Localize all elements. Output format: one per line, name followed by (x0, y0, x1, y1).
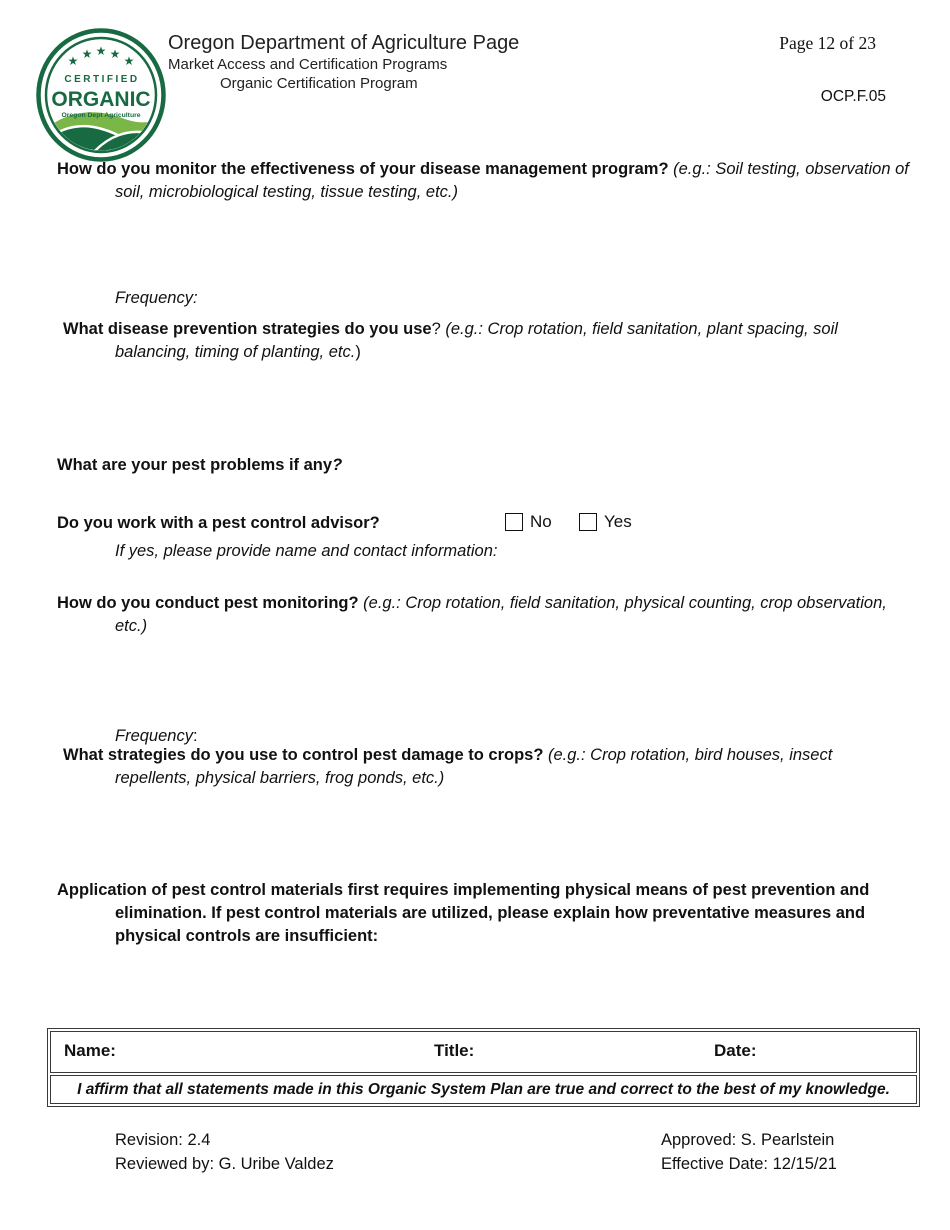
seal-organic-text: ORGANIC (51, 88, 151, 111)
question-example-text: (e.g.: Crop rotation, bird houses, insect repellents, physical barriers, frog ponds, etc.) (115, 746, 833, 787)
name-field-label: Name: (64, 1041, 116, 1060)
closing-paren: ) (355, 343, 361, 361)
advisor-no-option (505, 512, 552, 532)
question-pest-damage-strategies (0, 744, 912, 790)
frequency-word: Frequency (115, 727, 193, 745)
question-pest-monitoring (0, 592, 912, 638)
frequency-label-1: Frequency: (115, 289, 198, 307)
signature-table (47, 1028, 920, 1107)
footer-revision-block (115, 1128, 334, 1176)
affirmation-statement: I affirm that all statements made in this Organic System Plan are true and correct to the best of my knowledge. (50, 1075, 917, 1104)
question-disease-prevention (0, 318, 912, 364)
star-icon: ★ (95, 44, 107, 58)
date-field-label: Date: (714, 1041, 757, 1060)
seal-certified-text: CERTIFIED (64, 74, 140, 85)
header-subtitle-1: Market Access and Certification Programs (168, 56, 448, 73)
yes-checkbox-label: Yes (604, 512, 632, 531)
question-mark: ? (332, 456, 343, 474)
question-text: Do you work with a pest control advisor? (57, 514, 380, 532)
header-text-block (168, 31, 519, 93)
advisor-if-yes-instruction: If yes, please provide name and contact information: (115, 542, 498, 560)
seal-tagline-text: Oregon Dept Agriculture (61, 112, 141, 119)
question-example-text: (e.g.: Soil testing, observation of soil, microbiological testing, tissue testing, etc.) (115, 160, 909, 201)
star-icon: ★ (109, 47, 121, 61)
question-text: How do you conduct pest monitoring? (57, 594, 359, 612)
approved-text: Approved: S. Pearlstein (661, 1131, 835, 1149)
advisor-yes-option (579, 512, 632, 532)
revision-text: Revision: 2.4 (115, 1131, 211, 1149)
star-icon: ★ (81, 47, 93, 61)
footer-approval-block (661, 1128, 837, 1176)
reviewed-by-text: Reviewed by: G. Uribe Valdez (115, 1155, 334, 1173)
title-field-label: Title: (434, 1041, 475, 1060)
question-example-text: (e.g.: Crop rotation, field sanitation, physical counting, crop observation, etc.) (115, 594, 887, 635)
star-icon: ★ (123, 54, 135, 68)
form-code: OCP.F.05 (820, 88, 886, 105)
question-example-text: (e.g.: Crop rotation, field sanitation, plant spacing, soil balancing, timing of planting, etc. (115, 320, 838, 361)
star-icon: ★ (67, 54, 79, 68)
frequency-colon: : (192, 727, 198, 745)
yes-checkbox[interactable] (579, 513, 597, 531)
header-subtitle-2: Organic Certification Program (220, 75, 418, 92)
question-text: How do you monitor the effectiveness of your disease management program? (57, 160, 669, 178)
question-disease-monitoring (0, 158, 912, 204)
question-pest-problems (0, 454, 912, 477)
pest-control-materials-statement: Application of pest control materials first requires implementing physical means of pest prevention and elimination. If pest control materials are utilized, please explain how preventative measures and physical controls are insufficient: (57, 881, 870, 945)
question-text: What disease prevention strategies do you use (63, 320, 432, 338)
signature-fields-row (50, 1031, 917, 1073)
no-checkbox-label: No (530, 512, 552, 531)
effective-date-text: Effective Date: 12/15/21 (661, 1155, 837, 1173)
page-number: Page 12 of 23 (779, 33, 876, 53)
question-pest-control-advisor (0, 512, 950, 538)
question-text: What strategies do you use to control pest damage to crops? (63, 746, 544, 764)
question-text: What are your pest problems if any (57, 456, 333, 474)
page-title: Oregon Department of Agriculture Page (168, 32, 520, 54)
certified-organic-seal-logo (36, 28, 166, 162)
question-mark: ? (431, 320, 446, 338)
no-checkbox[interactable] (505, 513, 523, 531)
